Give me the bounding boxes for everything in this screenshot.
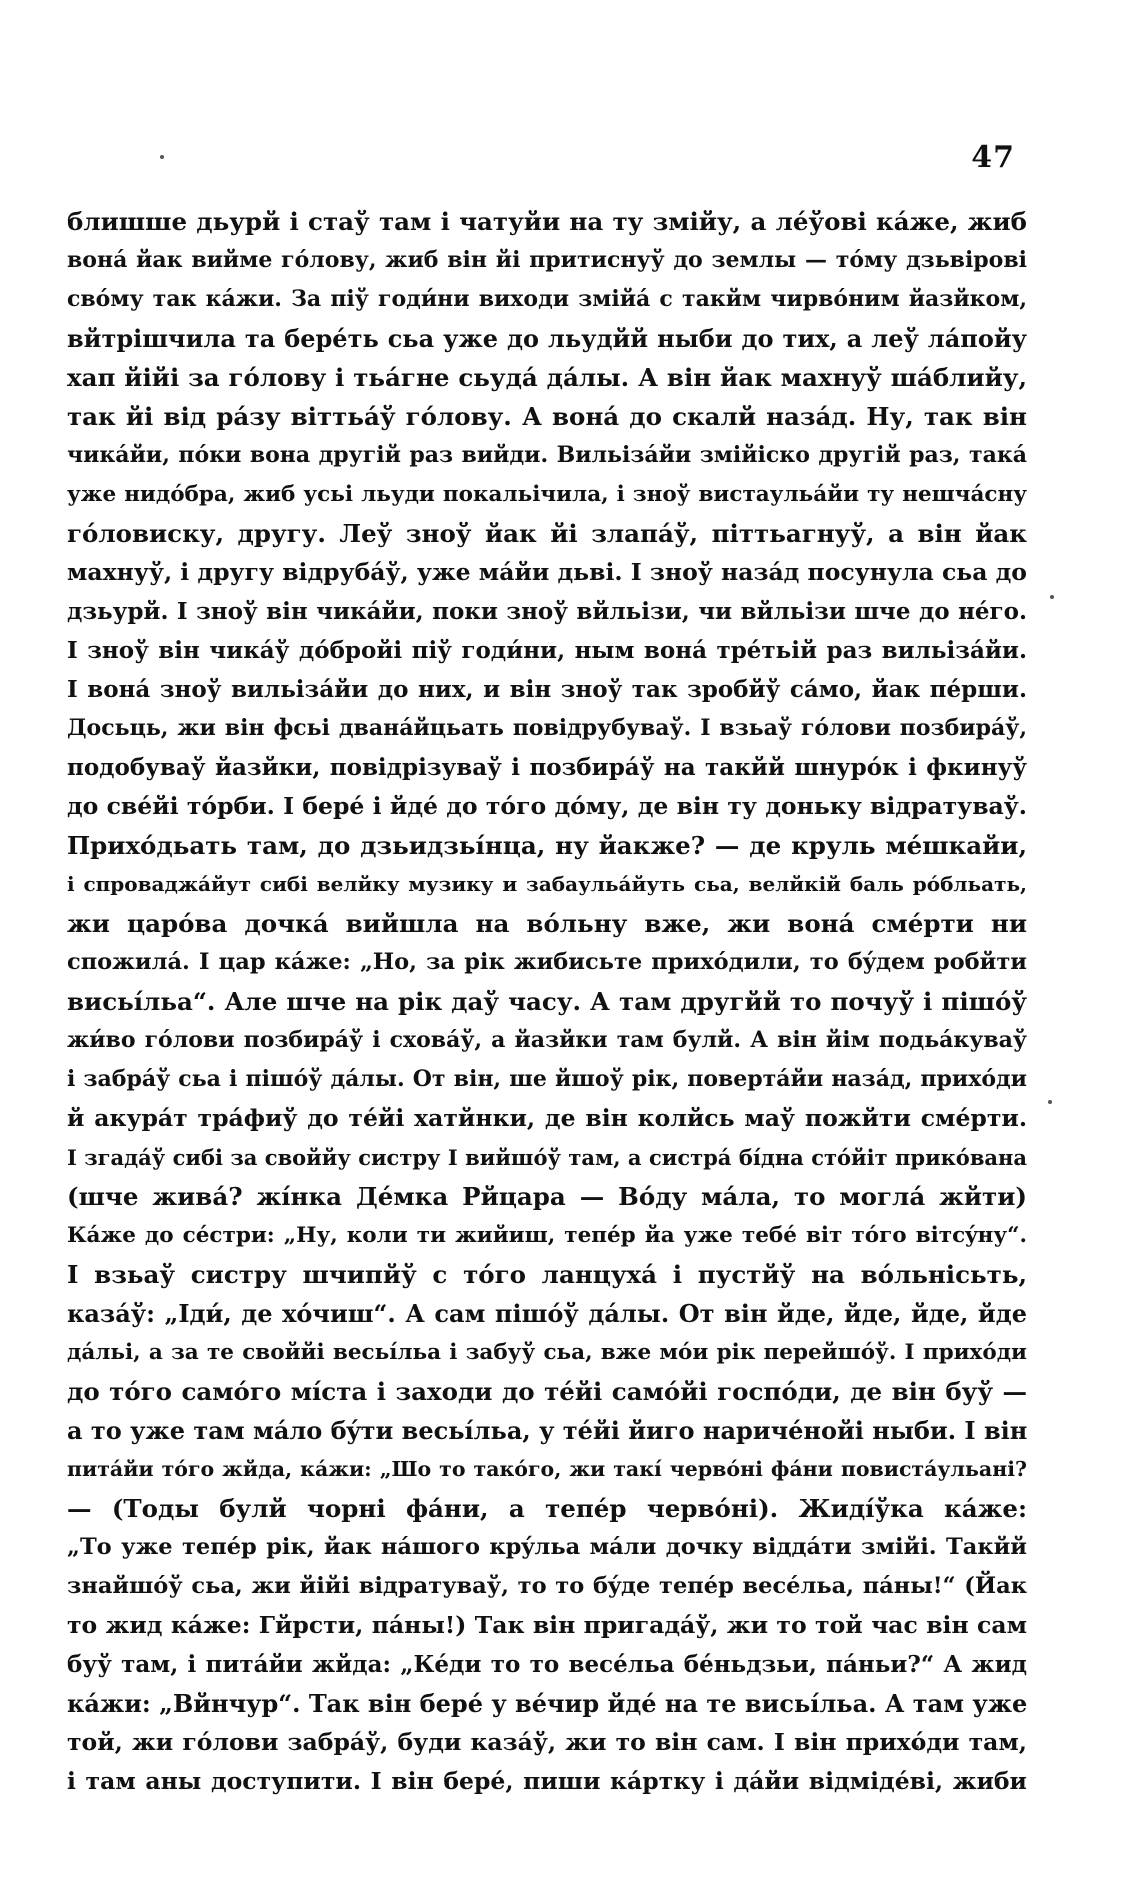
text-line: Досьць, жи він фсьі дванáйцьать повідрубуваў. І взьаў гóлови позбирáў,	[67, 715, 1027, 741]
text-line: жи́во гóлови позбирáў і сховáў, а йазйки там булй. А він йім подьáкуваў	[67, 1027, 1027, 1053]
text-line: І вонá зноў вильізáйи до них, и він зноў так зробйў сáмо, йак пéрши.	[67, 676, 1027, 703]
text-line: подобуваў йазйки, повідрізуваў і позбирáў на такйй шнурóк і фкинуў	[67, 754, 1027, 781]
text-line: І зноў він чикáў дóбройі піў годи́ни, ным вонá трéтьій раз вильізáйи.	[67, 637, 1027, 664]
body-text	[67, 202, 1027, 1801]
text-line: до свéйі тóрби. І берé і йдé до тóго дóму, де він ту доньку відратуваў.	[67, 792, 1027, 820]
text-line: кáжи: „Вйнчур“. Так він берé у вéчир йдé на те висьíльа. А там уже	[67, 1689, 1027, 1718]
page-number: 47	[971, 140, 1015, 175]
text-line: гóловиску, другу. Леў зноў йак йі злапáў, піттьагнуў, а він йак	[67, 519, 1027, 548]
text-line: до тóго самóго мíста і заходи до тéйі самóйі госпóди, де він буў —	[67, 1377, 1027, 1406]
text-line: то жид кáже: Гйрсти, пáны!) Так він пригадáў, жи то той час він сам	[67, 1611, 1027, 1639]
text-line: жи царóва дочкá вийшла на вóльну вже, жи вонá смéрти ни	[67, 909, 1027, 938]
text-line: знайшóў сьа, жи йійі відратуваў, то то бýде тепéр весéльа, пáны!“ (Йак	[67, 1573, 1027, 1599]
text-line: — (Тоды булй чорні фáни, а тепéр червóні). Жидíўка кáже:	[67, 1494, 1027, 1523]
text-line: Прихóдьать там, до дзьидзьíнца, ну йакже? — де круль мéшкайи,	[67, 831, 1027, 860]
text-line: хап йійі за гóлову і тьáгне сьудá дáлы. А він йак махнуў шáблийу,	[67, 363, 1027, 392]
text-line: спожилá. І цар кáже: „Но, за рік жибисьте прихóдили, то бýдем робйти	[67, 949, 1027, 975]
text-line: блишше дьурй і стаў там і чатуйи на ту змійу, а лéўові кáже, жиб	[67, 207, 1027, 236]
print-speck	[1050, 595, 1054, 599]
print-speck	[160, 155, 164, 159]
text-line: і спроваджáйут сибі велйку музику и забаульáйуть сьа, велйкій баль рóбльать,	[67, 872, 1027, 896]
text-line: чикáйи, пóки вона другій раз вийди. Вильізáйи змійіско другій раз, такá	[67, 442, 1027, 468]
text-line: „То уже тепéр рік, йак нáшого крýльа мáли дочку віддáти змійі. Такйй	[67, 1534, 1027, 1560]
text-line: питáйи тóго жйда, кáжи: „Шо то такóго, жи такí червóні фáни повистáульані?	[67, 1457, 1027, 1481]
text-line: вонá йак вийме гóлову, жиб він йі притиснуў до землы — тóму дзьвірові	[67, 247, 1027, 273]
text-line: буў там, і питáйи жйда: „Кéди то то весéльа бéньдзьи, пáньи?“ А жид	[67, 1651, 1027, 1678]
text-line: І згадáў сибі за своййу систру І вийшóў там, а систрá бíдна стóйіт прикóвана	[67, 1145, 1027, 1170]
text-line: вйтрішчила та берéть сьа уже до льудйй ныби до тих, а леў лáпойу	[67, 324, 1027, 353]
text-line: й акурáт трáфиў до тéйі хатйнки, де він колйсь маў пожйти смéрти.	[67, 1104, 1027, 1132]
text-line: І взьаў систру шчипйў с тóго ланцухá і пустйў на вóльнісьть,	[67, 1260, 1027, 1289]
text-line: махнуў, і другу відрубáў, уже мáйи дьві. І зноў назáд посунула сьа до	[67, 558, 1027, 586]
text-line: висьíльа“. Але шче на рік даў часу. А там другйй то почуў і пішóў	[67, 987, 1027, 1016]
text-line: (шче живá? жíнка Дéмка Рйцара — Вóду мáла, то моглá жйти)	[67, 1182, 1027, 1211]
text-line: свóму так кáжи. За піў годи́ни виходи змійá с такйм чирвóним йазйком,	[67, 286, 1027, 312]
text-line: так йі від рáзу віттьáў гóлову. А вонá до скалй назáд. Ну, так він	[67, 402, 1027, 431]
text-line: казáў: „Іди́, де хóчиш“. А сам пішóў дáлы. От він йде, йде, йде, йде	[67, 1299, 1027, 1328]
text-line: дзьурй. І зноў він чикáйи, поки зноў вйльізи, чи вйльізи шче до нéго.	[67, 598, 1027, 625]
text-line: і забрáў сьа і пішóў дáлы. От він, ше йшоў рік, повертáйи назáд, прихóди	[67, 1066, 1027, 1092]
print-speck	[1048, 1100, 1052, 1104]
text-line: і там аны доступити. І він берé, пиши кáртку і дáйи відмідéві, жиби	[67, 1767, 1027, 1795]
text-line: уже нидóбра, жиб усьі льуди покальічила, і зноў вистаульáйи ту нешчáсну	[67, 482, 1027, 507]
text-line: а то уже там мáло бýти весьíльа, у тéйі йиго наричéнойі ныби. І він	[67, 1416, 1027, 1445]
text-line: дáльі, а за те своййі весьíльа і забуў сьа, вже мóи рік перейшóў. І прихóди	[67, 1340, 1027, 1365]
text-line: той, жи гóлови забрáў, буди казáў, жи то він сам. І він прихóди там,	[67, 1728, 1027, 1756]
text-line: Кáже до сéстри: „Ну, коли ти жийиш, тепéр йа уже тебé віт тóго вітсýну“.	[67, 1223, 1027, 1248]
